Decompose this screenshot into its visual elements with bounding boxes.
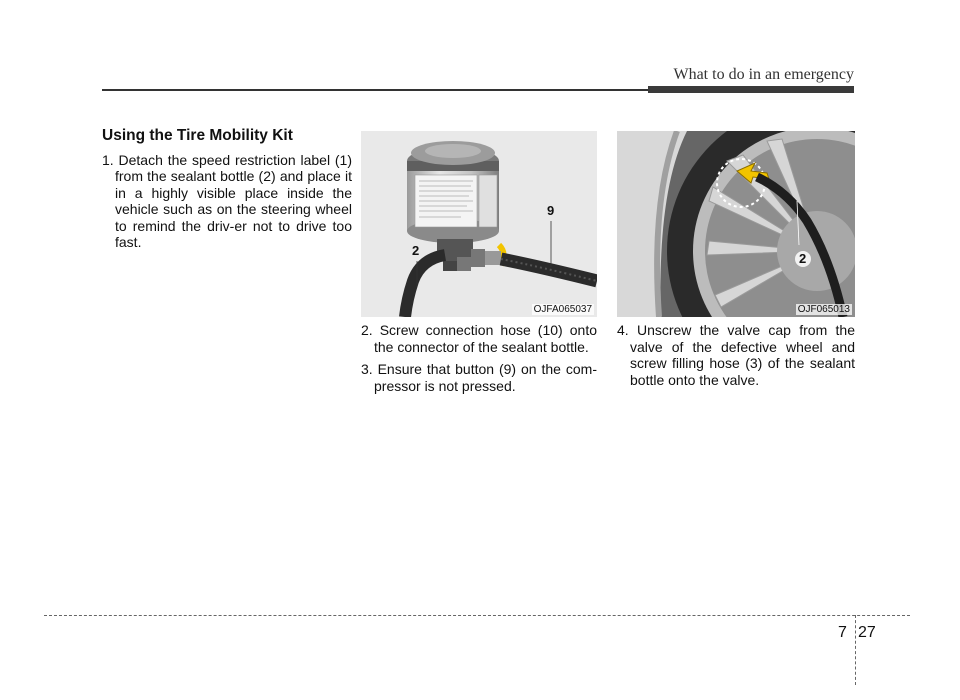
- wheel-valve-illustration: [617, 131, 855, 317]
- column-middle: [361, 322, 597, 400]
- sealant-bottle-illustration: [361, 131, 597, 317]
- step-3: 3. Ensure that button (9) on the com-pressor is not pressed.: [361, 361, 597, 394]
- callout-9: 9: [547, 203, 555, 218]
- figure-code: OJF065013: [797, 304, 850, 315]
- step-4: 4. Unscrew the valve cap from the valve of the defective wheel and screw filling hose (3) of the sealant bottle onto the valve.: [617, 322, 855, 388]
- step-2: 2. Screw connection hose (10) onto the connector of the sealant bottle.: [361, 322, 597, 355]
- chapter-number: 7: [838, 624, 847, 641]
- figure-wheel-valve: [617, 131, 855, 317]
- footer-divider: [855, 615, 856, 685]
- footer-rule: [44, 615, 910, 616]
- column-right: [617, 322, 855, 394]
- figure-sealant-bottle: [361, 131, 597, 317]
- section-title: Using the Tire Mobility Kit: [102, 127, 293, 144]
- page-number: 27: [858, 624, 876, 641]
- figure-code: OJFA065037: [533, 304, 592, 315]
- step-1: 1. Detach the speed restriction label (1) from the sealant bottle (2) and place it in a highly visible place inside the vehicle such as on the steering wheel to remind the driv-er not to drive too fast.: [102, 151, 352, 250]
- header-tab: [648, 86, 854, 93]
- header-title: What to do in an emergency: [673, 66, 854, 83]
- callout-2: 2: [799, 251, 807, 266]
- column-left: [102, 128, 352, 257]
- callout-2: 2: [412, 243, 420, 258]
